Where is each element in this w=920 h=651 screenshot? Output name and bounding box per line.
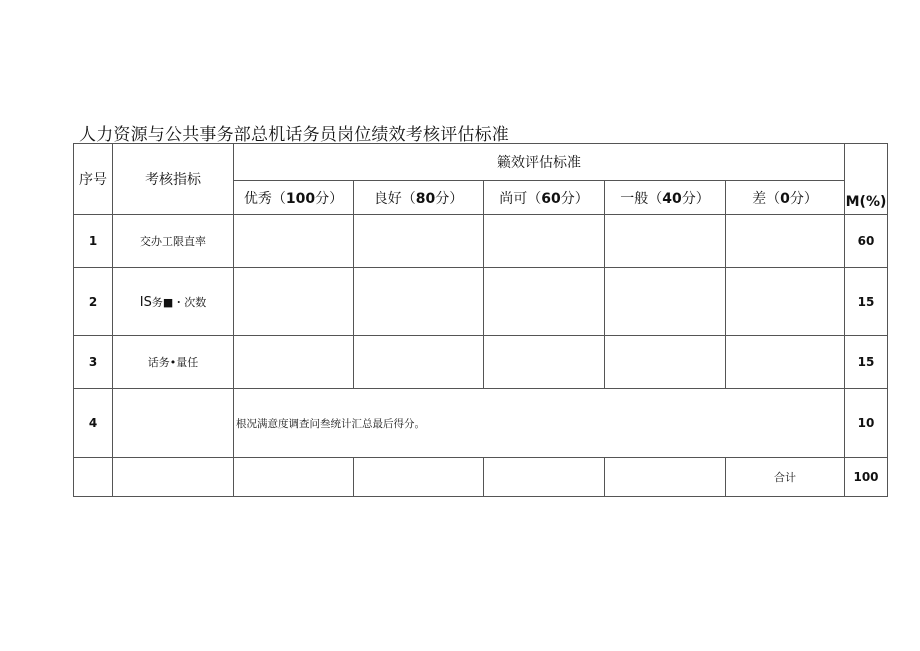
row-indicator: 话务•量任	[113, 336, 234, 389]
empty-cell	[605, 458, 726, 497]
grade-score: 40	[662, 190, 682, 207]
grade-cell	[354, 268, 484, 336]
grade-cell	[726, 268, 845, 336]
row-weight: 60	[845, 215, 888, 268]
row-weight: 10	[845, 389, 888, 458]
grade-good	[354, 181, 484, 215]
empty-cell	[234, 458, 354, 497]
indicator-rest: 务■・次数	[151, 295, 207, 309]
indicator-prefix: IS	[139, 294, 152, 310]
grade-cell	[605, 215, 726, 268]
row-seq: 4	[74, 389, 113, 458]
row-seq: 2	[74, 268, 113, 336]
grade-cell	[605, 336, 726, 389]
grade-label: 优秀（	[243, 190, 286, 207]
empty-cell	[74, 458, 113, 497]
total-row	[74, 458, 888, 497]
grade-cell	[484, 336, 605, 389]
grade-score: 60	[541, 190, 561, 207]
header-weight: M(%)	[845, 144, 888, 215]
grade-score: 0	[780, 190, 790, 207]
header-indicator: 考核指标	[113, 144, 234, 215]
document-title: 人力资源与公共事务部总机话务员岗位绩效考核评估标准	[79, 125, 509, 145]
grade-poor	[726, 181, 845, 215]
grade-label: 良好（	[373, 190, 416, 207]
grade-cell	[484, 268, 605, 336]
grade-cell	[484, 215, 605, 268]
grade-cell	[234, 268, 354, 336]
grade-cell	[726, 215, 845, 268]
grade-cell	[605, 268, 726, 336]
table-row	[74, 268, 888, 336]
grade-label: 差（	[752, 190, 781, 207]
grade-suffix: 分）	[315, 190, 344, 207]
grade-excellent	[234, 181, 354, 215]
evaluation-table	[73, 143, 888, 497]
grade-suffix: 分）	[681, 190, 710, 207]
row-indicator	[113, 389, 234, 458]
row-note: 根况满意度调查问叁统计汇总最后得分。	[234, 389, 845, 458]
row-indicator	[113, 268, 234, 336]
header-row-top	[74, 144, 888, 181]
row-weight: 15	[845, 336, 888, 389]
row-indicator: 交办工限直率	[113, 215, 234, 268]
grade-score: 100	[285, 190, 316, 207]
row-weight: 15	[845, 268, 888, 336]
grade-suffix: 分）	[435, 190, 464, 207]
table-row	[74, 389, 888, 458]
grade-cell	[726, 336, 845, 389]
grade-average	[605, 181, 726, 215]
grade-label: 一般（	[620, 190, 663, 207]
table-row	[74, 336, 888, 389]
grade-score: 80	[415, 190, 436, 207]
header-standard-group: 籁效评估标准	[234, 144, 845, 181]
total-label: 合计	[726, 458, 845, 497]
grade-suffix: 分）	[789, 190, 818, 207]
grade-suffix: 分）	[560, 190, 589, 207]
grade-cell	[354, 336, 484, 389]
grade-cell	[354, 215, 484, 268]
table-row	[74, 215, 888, 268]
empty-cell	[113, 458, 234, 497]
grade-fair	[484, 181, 605, 215]
empty-cell	[484, 458, 605, 497]
empty-cell	[354, 458, 484, 497]
header-seq: 序号	[74, 144, 113, 215]
grade-cell	[234, 215, 354, 268]
total-value: 100	[845, 458, 888, 497]
grade-cell	[234, 336, 354, 389]
row-seq: 1	[74, 215, 113, 268]
row-seq: 3	[74, 336, 113, 389]
grade-label: 尚可（	[499, 190, 542, 207]
